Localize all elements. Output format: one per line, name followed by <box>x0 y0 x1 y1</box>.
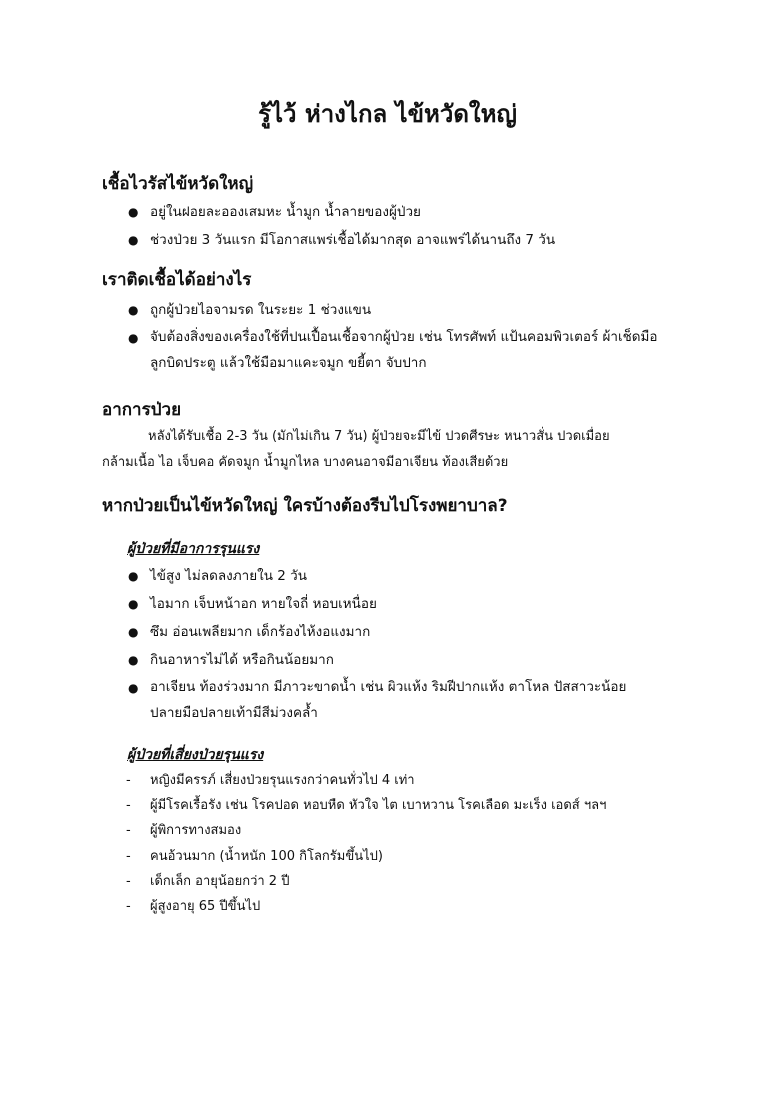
list-item-text: อาเจียน ท้องร่วงมาก มีภาวะขาดน้ำ เช่น ผิวแห้ง ริมฝีปากแห้ง ตาโหล ปัสสาวะน้อย <box>150 679 627 695</box>
bullet-icon: ● <box>128 681 139 695</box>
list-item-text: เด็กเล็ก อายุน้อยกว่า 2 ปี <box>150 873 290 889</box>
list-item-text: ไอมาก เจ็บหน้าอก หายใจถี่ หอบเหนื่อย <box>150 596 377 612</box>
list-item-text: จับต้องสิ่งของเครื่องใช้ที่ปนเปื้อนเชื้อจากผู้ป่วย เช่น โทรศัพท์ แป้นคอมพิวเตอร์ ผ้าเช็ดมือ <box>150 329 658 345</box>
paragraph-line: หลังได้รับเชื้อ 2-3 วัน (มักไม่เกิน 7 วัน) ผู้ป่วยจะมีไข้ ปวดศีรษะ หนาวสั่น ปวดเมื่อย <box>148 429 610 444</box>
list-item <box>128 562 626 590</box>
symptoms-paragraph <box>102 424 662 476</box>
list-item <box>128 198 555 226</box>
dash-bullet: - <box>126 848 131 864</box>
list-item <box>128 674 626 726</box>
list-item <box>128 324 658 376</box>
section-heading-how-infected: เราติดเชื้อได้อย่างไร <box>102 270 252 290</box>
bullet-icon: ● <box>128 233 139 247</box>
section-heading-symptoms: อาการป่วย <box>102 400 182 420</box>
dash-bullet: - <box>126 823 131 839</box>
list-item-text: ผู้มีโรคเรื้อรัง เช่น โรคปอด หอบหืด หัวใจ ไต เบาหวาน โรคเลือด มะเร็ง เอดส์ ฯลฯ <box>150 798 607 814</box>
dash-bullet: - <box>126 873 131 889</box>
list-item-text: ไข้สูง ไม่ลดลงภายใน 2 วัน <box>150 568 307 584</box>
list-item-text: กินอาหารไม่ได้ หรือกินน้อยมาก <box>150 652 334 668</box>
list-item-text-continued: ปลายมือปลายเท้ามีสีม่วงคล้ำ <box>150 705 318 721</box>
high-risk-list <box>126 768 606 919</box>
bullet-icon: ● <box>128 597 139 611</box>
list-item <box>126 894 606 919</box>
paragraph-line: กล้ามเนื้อ ไอ เจ็บคอ คัดจมูก น้ำมูกไหล บางคนอาจมีอาเจียน ท้องเสียด้วย <box>102 455 509 470</box>
page-title: รู้ไว้ ห่างไกล ไข้หวัดใหญ่ <box>258 100 517 128</box>
list-item <box>128 646 626 674</box>
list-item <box>126 869 606 894</box>
list-item-text: อยู่ในฝอยละอองเสมหะ น้ำมูก น้ำลายของผู้ป่วย <box>150 204 421 220</box>
list-item <box>128 296 658 324</box>
bullet-icon: ● <box>128 205 139 219</box>
subheading-severe-symptoms: ผู้ป่วยที่มีอาการรุนแรง <box>127 541 260 557</box>
virus-facts-list <box>128 198 555 254</box>
list-item-text: คนอ้วนมาก (น้ำหนัก 100 กิโลกรัมขึ้นไป) <box>150 848 383 864</box>
dash-bullet: - <box>126 773 131 788</box>
section-heading-influenza-virus: เชื้อไวรัสไข้หวัดใหญ่ <box>102 174 254 194</box>
list-item <box>128 618 626 646</box>
dash-bullet: - <box>126 798 131 814</box>
list-item <box>128 226 555 254</box>
list-item <box>126 768 606 793</box>
list-item-text: หญิงมีครรภ์ เสี่ยงป่วยรุนแรงกว่าคนทั่วไป 4 เท่า <box>150 773 415 788</box>
list-item-text-continued: ลูกบิดประตู แล้วใช้มือมาแคะจมูก ขยี้ตา จับปาก <box>150 355 427 371</box>
bullet-icon: ● <box>128 653 139 667</box>
bullet-icon: ● <box>128 331 139 345</box>
infection-ways-list <box>128 296 658 376</box>
list-item <box>128 590 626 618</box>
bullet-icon: ● <box>128 625 139 639</box>
list-item-text: ผู้สูงอายุ 65 ปีขึ้นไป <box>150 899 261 915</box>
list-item <box>126 844 606 869</box>
list-item <box>126 793 606 818</box>
list-item-text: ช่วงป่วย 3 วันแรก มีโอกาสแพร่เชื้อได้มากสุด อาจแพร่ได้นานถึง 7 วัน <box>150 232 556 248</box>
bullet-icon: ● <box>128 569 139 583</box>
list-item <box>126 818 606 843</box>
list-item-text: ซึม อ่อนเพลียมาก เด็กร้องไห้งอแงมาก <box>150 624 371 640</box>
bullet-icon: ● <box>128 303 139 317</box>
dash-bullet: - <box>126 899 131 915</box>
subheading-high-risk: ผู้ป่วยที่เสี่ยงป่วยรุนแรง <box>127 747 264 763</box>
severe-symptoms-list <box>128 562 626 726</box>
list-item-text: ถูกผู้ป่วยไอจามรด ในระยะ 1 ช่วงแขน <box>150 302 372 318</box>
list-item-text: ผู้พิการทางสมอง <box>150 823 242 839</box>
section-heading-who-should-go-hospital: หากป่วยเป็นไข้หวัดใหญ่ ใครบ้างต้องรีบไปโรงพยาบาล? <box>102 496 508 516</box>
